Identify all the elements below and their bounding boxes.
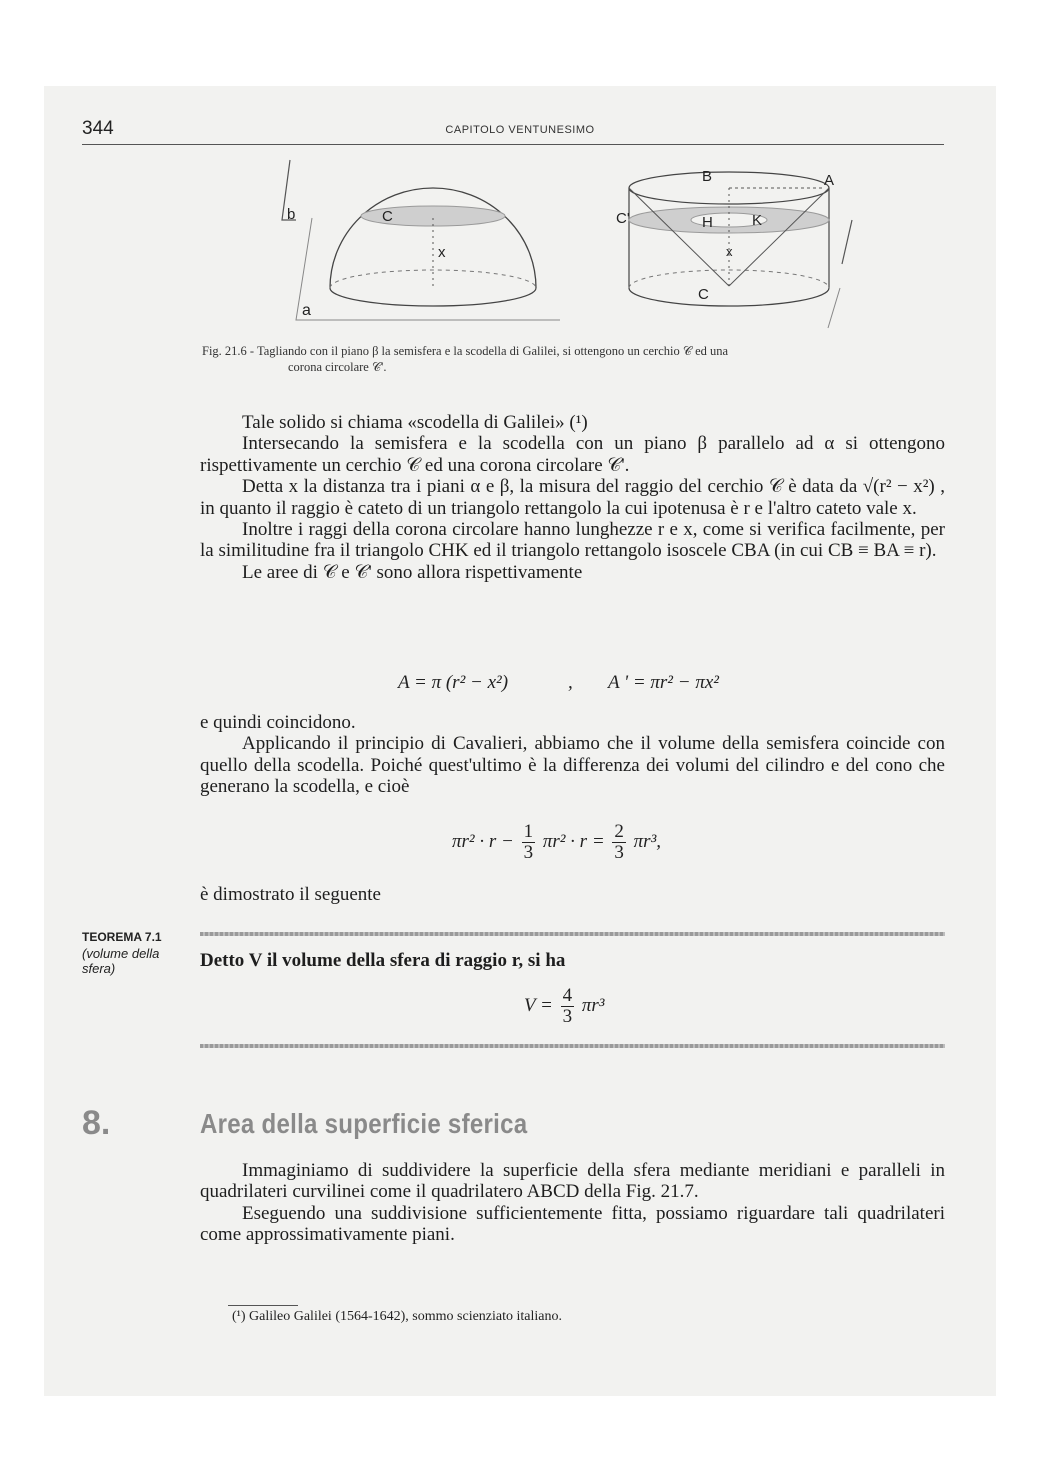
- label-point-k: K: [752, 212, 763, 229]
- paragraph: e quindi coincidono.: [200, 712, 356, 733]
- sphere-left-term: V =: [524, 994, 553, 1016]
- paragraph: Detta x la distanza tra i piani α e β, la misura del raggio del cerchio 𝒞 è data da √(r² − x²) , in quanto il raggio è cateto di un triangolo rettangolo la cui ipotenusa è r e l'altro cateto vale x.: [200, 476, 945, 519]
- theorem-label: [82, 930, 182, 976]
- label-a: a: [302, 302, 311, 319]
- theorem-number: TEOREMA 7.1: [82, 930, 162, 944]
- volume-left-term: πr² · r −: [452, 830, 514, 852]
- section-title: Area della superficie sferica: [200, 1108, 528, 1139]
- paragraph: Intersecando la semisfera e la scodella con un piano β parallelo ad α si ottengono rispettivamente un cerchio 𝒞 ed una corona circolare 𝒞'.: [200, 433, 945, 476]
- label-point-b: B: [702, 168, 713, 185]
- caption-prefix: Fig. 21.6 -: [202, 344, 255, 358]
- fraction-numerator: 4: [562, 985, 573, 1006]
- cone-right: [729, 188, 829, 286]
- theorem-rule-bottom: [200, 1044, 945, 1048]
- body-block-2: [200, 712, 945, 798]
- paragraph: Inoltre i raggi della corona circolare hanno lunghezze r e x, come si verifica facilmente, per la similitudine fra il triangolo CHK ed il triangolo rettangolo isoscele CBA (in cui CB ≡ BA ≡ r).: [200, 519, 945, 562]
- sphere-right-term: πr³: [581, 994, 605, 1016]
- volume-mid-term: πr² · r =: [542, 830, 605, 852]
- fraction-numerator: 2: [614, 821, 624, 842]
- cylinder-base: [629, 288, 829, 306]
- caption-line-1: Tagliando con il piano β la semisfera e la scodella di Galilei, si ottengono un cerchio 𝒞 ed una: [257, 344, 729, 358]
- footnote: (¹) Galileo Galilei (1564-1642), sommo scienziato italiano.: [232, 1309, 562, 1324]
- fraction-denominator: 3: [562, 1006, 573, 1027]
- plane-right: [842, 220, 852, 264]
- formula-area-a-prime: A ' = πr² − πx²: [608, 672, 719, 693]
- paragraph: è dimostrato il seguente: [200, 884, 381, 905]
- body-block-4: [200, 1160, 945, 1246]
- hemisphere-base: [330, 288, 536, 306]
- fraction-denominator: 3: [523, 842, 534, 863]
- figure-21-6: [260, 158, 870, 338]
- fraction-two-thirds: [612, 822, 626, 863]
- plane-right-base: [828, 288, 840, 328]
- footnote-rule: [228, 1305, 298, 1306]
- plane-a: [296, 218, 560, 320]
- theorem-subtitle: (volume della sfera): [82, 946, 160, 976]
- theorem-statement: Detto V il volume della sfera di raggio r, si ha: [200, 950, 566, 971]
- volume-right-term: πr³,: [633, 830, 662, 852]
- body-block-3: [200, 884, 945, 905]
- paragraph: Immaginiamo di suddividere la superficie della sfera mediante meridiani e paralleli in quadrilateri curvilinei come il quadrilatero ABCD della Fig. 21.7.: [200, 1160, 945, 1203]
- header-rule: [82, 144, 944, 145]
- fraction-denominator: 3: [614, 842, 624, 863]
- paragraph: Applicando il principio di Cavalieri, abbiamo che il volume della semisfera coincide con quello della scodella. Poiché quest'ultimo è la differenza dei volumi del cilindro e del cono che generano la scodella, e cioè: [200, 733, 945, 798]
- fraction-numerator: 1: [523, 821, 534, 842]
- cone-left: [629, 188, 729, 286]
- label-b: b: [287, 206, 296, 223]
- label-point-a: A: [824, 172, 835, 189]
- formula-separator: ,: [568, 672, 573, 693]
- paragraph: Le aree di 𝒞 e 𝒞' sono allora rispettivamente: [242, 561, 583, 583]
- fraction-one-third: [522, 822, 536, 863]
- section-number: 8.: [82, 1104, 111, 1142]
- formula-area-a: A = π (r² − x²): [398, 672, 509, 693]
- fraction-four-thirds: [561, 986, 575, 1027]
- label-point-c: C: [698, 286, 709, 303]
- label-circle-c: C: [382, 208, 393, 225]
- label-point-h: H: [702, 214, 713, 231]
- formula-volume: [452, 822, 661, 863]
- paragraph: Tale solido si chiama «scodella di Galilei» (¹): [242, 412, 588, 433]
- label-ring-c-prime: C': [616, 210, 630, 227]
- body-block-1: [200, 412, 945, 583]
- figure-caption: [202, 343, 947, 375]
- theorem-rule-top: [200, 932, 945, 936]
- caption-line-2: corona circolare 𝒞'.: [288, 360, 387, 374]
- label-x-left: x: [438, 244, 446, 261]
- page-number: 344: [82, 118, 114, 139]
- running-head: CAPITOLO VENTUNESIMO: [445, 124, 595, 136]
- paragraph: Eseguendo una suddivisione sufficientemente fitta, possiamo riguardare tali quadrilateri come approssimativamente piani.: [200, 1202, 945, 1246]
- formula-sphere-volume: [524, 986, 604, 1027]
- label-x-right: x: [726, 244, 733, 259]
